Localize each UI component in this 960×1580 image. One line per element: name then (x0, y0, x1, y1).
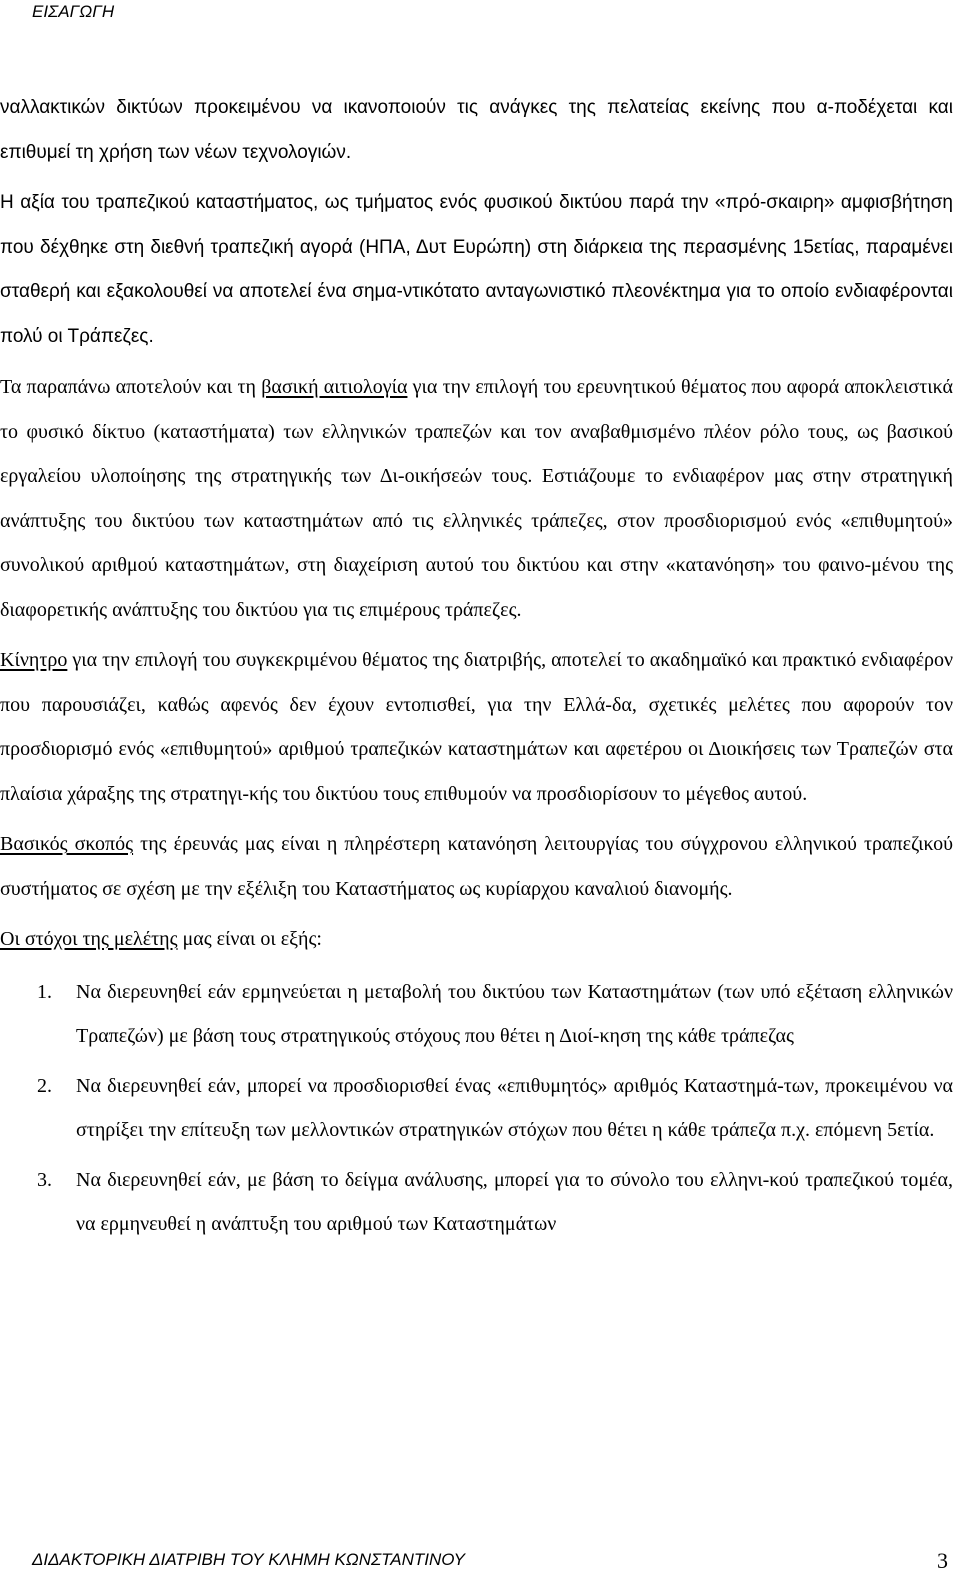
list-item-text: Να διερευνηθεί εάν ερμηνεύεται η μεταβολή του δικτύου των Καταστημάτων (των υπό εξέταση ελληνικών Τραπεζών) με βάση τους στρατηγικούς στόχους που θέτει η Διοί-κηση της κάθε τράπεζας (76, 980, 953, 1047)
paragraph-branch-value: Η αξία του τραπεζικού καταστήματος, ως τμήματος ενός φυσικού δικτύου παρά την «πρό-σκαιρη» αμφισβήτηση που δέχθηκε στη διεθνή τραπεζική αγορά (ΗΠΑ, Δυτ Ευρώπη) στη διάρκεια της περασμένης 15ετίας, παραμένει σταθερή και εξακολουθεί να αποτελεί ένα σημα-ντικότατο ανταγωνιστικό πλεονέκτημα για το οποίο ενδιαφέρονται πολύ οι Τράπεζες. (0, 192, 953, 347)
running-footer-text: ΔΙΔΑΚΤΟΡΙΚΗ ΔΙΑΤΡΙΒΗ ΤΟΥ ΚΛΗΜΗ ΚΩΝΣΤΑΝΤΙΝΟΥ (32, 1550, 465, 1569)
list-item-text: Να διερευνηθεί εάν, με βάση το δείγμα ανάλυσης, μπορεί για το σύνολο του ελληνι-κού τραπεζικού τομέα, να ερμηνευθεί η ανάπτυξη του αριθμού των Καταστημάτων (76, 1168, 953, 1235)
objectives-intro-rest: μας είναι οι εξής: (177, 928, 322, 950)
list-item-number: 3. (37, 1168, 52, 1191)
objectives-list (0, 970, 953, 1247)
rationale-underlined-term: βασική αιτιολογία (261, 376, 408, 398)
document-body (0, 86, 953, 1247)
objectives-underlined-term: Οι στόχοι της μελέτης (0, 928, 178, 950)
purpose-rest: της έρευνάς μας είναι η πληρέστερη κατανόηση λειτουργίας του σύγχρονου ελληνικού τραπεζικού συστήματος σε σχέση με την εξέλιξη του Καταστήματος ως κυρίαρχου καναλιού διανομής. (0, 833, 953, 900)
paragraph-continuation: ναλλακτικών δικτύων προκειμένου να ικανοποιούν τις ανάγκες της πελατείας εκείνης που α-ποδέχεται και επιθυμεί τη χρήση των νέων τεχνολογιών. (0, 97, 953, 163)
purpose-underlined-term: Βασικός σκοπός (0, 833, 134, 855)
list-item (0, 1064, 953, 1153)
list-item-number: 1. (37, 980, 52, 1003)
list-item (0, 970, 953, 1059)
rationale-rest: για την επιλογή του ερευνητικού θέματος που αφορά αποκλειστικά το φυσικό δίκτυο (καταστήματα) των ελληνικών τραπεζών και τον αναβαθμισμένο πλέον ρόλο τους, ως βασικού εργαλείου υλοποίησης της στρατηγικής των Δι-οικήσεών τους. Εστιάζουμε το ενδιαφέρον μας στην στρατηγική ανάπτυξης του δικτύου των καταστημάτων από τις ελληνικές τράπεζες, στον προσδιορισμού ενός «επιθυμητού» συνολικού αριθμού καταστημάτων, στη διαχείριση αυτού του δικτύου και στην «κατανόηση» του φαινο-μένου της διαφορετικής ανάπτυξης του δικτύου για τις επιμέρους τράπεζες. (0, 376, 954, 621)
motivation-underlined-term: Κίνητρο (0, 649, 68, 671)
paragraph-purpose (0, 822, 953, 911)
rationale-lead: Τα παραπάνω αποτελούν και τη (0, 376, 262, 398)
page-number: 3 (937, 1548, 948, 1573)
paragraph-objectives-intro (0, 917, 953, 962)
paragraph-rationale (0, 365, 953, 632)
running-header-title: ΕΙΣΑΓΩΓΗ (32, 2, 115, 21)
list-item-text: Να διερευνηθεί εάν, μπορεί να προσδιορισθεί ένας «επιθυμητός» αριθμός Καταστημά-των, προκειμένου να στηρίξει την επίτευξη των μελλοντικών στρατηγικών στόχων που θέτει η κάθε τράπεζα π.χ. επόμενη 5ετία. (76, 1074, 953, 1141)
list-item (0, 1158, 953, 1247)
motivation-rest: για την επιλογή του συγκεκριμένου θέματος της διατριβής, αποτελεί το ακαδημαϊκό και πρακτικό ενδιαφέρον που παρουσιάζει, καθώς αφενός δεν έχουν εντοπισθεί, για την Ελλά-δα, σχετικές μελέτες που αφορούν τον προσδιορισμό ενός «επιθυμητού» αριθμού τραπεζικών καταστημάτων και αφετέρου οι Διοικήσεις των Τραπεζών στα πλαίσια χάραξης της στρατηγι-κής του δικτύου τους επιθυμούν να προσδιορίσουν το μέγεθος αυτού. (0, 649, 953, 805)
list-item-number: 2. (37, 1074, 52, 1097)
paragraph-motivation (0, 638, 953, 816)
